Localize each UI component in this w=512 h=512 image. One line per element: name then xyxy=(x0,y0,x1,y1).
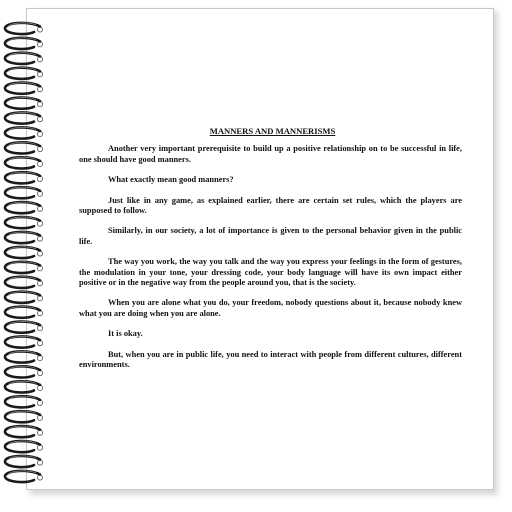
spiral-ring xyxy=(5,262,43,273)
spiral-ring xyxy=(5,202,43,213)
spiral-ring xyxy=(5,336,43,347)
spiral-ring xyxy=(5,83,43,94)
spiral-ring xyxy=(5,441,43,452)
spiral-ring xyxy=(5,426,43,437)
paragraph-2: What exactly mean good manners? xyxy=(108,175,234,185)
document-title: MANNERS AND MANNERISMS xyxy=(209,126,336,136)
spiral-ring xyxy=(5,217,43,228)
spiral-ring xyxy=(5,142,43,153)
paragraph-8: But, when you are in public life, you need to interact with people from different cultures, different environments. xyxy=(79,349,462,370)
spiral-ring xyxy=(5,381,43,392)
spiral-ring xyxy=(5,307,43,318)
paragraph-6: When you are alone what you do, your freedom, nobody questions about it, because nobody knew what you are doing when you are alone. xyxy=(79,298,462,318)
paragraph-4: Similarly, in our society, a lot of importance is given to the personal behavior given in the public life. xyxy=(79,226,462,246)
spiral-ring xyxy=(5,127,43,138)
spiral-ring xyxy=(5,187,43,198)
spiral-ring xyxy=(5,38,43,49)
paragraph-1: Another very important prerequisite to build up a positive relationship on to be successful in life, one should have good manners. xyxy=(79,144,462,164)
spiral-ring xyxy=(5,172,43,183)
spiral-ring xyxy=(5,68,43,79)
spiral-ring xyxy=(5,98,43,109)
page-content xyxy=(79,126,462,381)
spiral-ring xyxy=(5,351,43,362)
spiral-ring xyxy=(5,322,43,333)
spiral-ring xyxy=(5,112,43,123)
spiral-ring xyxy=(5,277,43,288)
spiral-ring xyxy=(5,53,43,64)
spiral-ring xyxy=(5,232,43,243)
paragraph-7: It is okay. xyxy=(108,329,143,339)
paragraph-5: The way you work, the way you talk and the way you express your feelings in the form of gestures, the modulation in your tone, your dressing code, your body language will have its own impact either positive or in the negative way from the people around you, that is the society. xyxy=(79,257,462,288)
spiral-ring xyxy=(5,456,43,467)
spiral-binding xyxy=(0,0,60,512)
spiral-ring xyxy=(5,471,43,482)
spiral-ring xyxy=(5,292,43,303)
spiral-ring xyxy=(5,396,43,407)
spiral-ring xyxy=(5,247,43,258)
spiral-ring xyxy=(5,23,43,34)
spiral-ring xyxy=(5,366,43,377)
spiral-ring xyxy=(5,157,43,168)
spiral-ring xyxy=(5,411,43,422)
paragraph-3: Just like in any game, as explained earlier, there are certain set rules, which the players are supposed to follow. xyxy=(79,195,462,216)
